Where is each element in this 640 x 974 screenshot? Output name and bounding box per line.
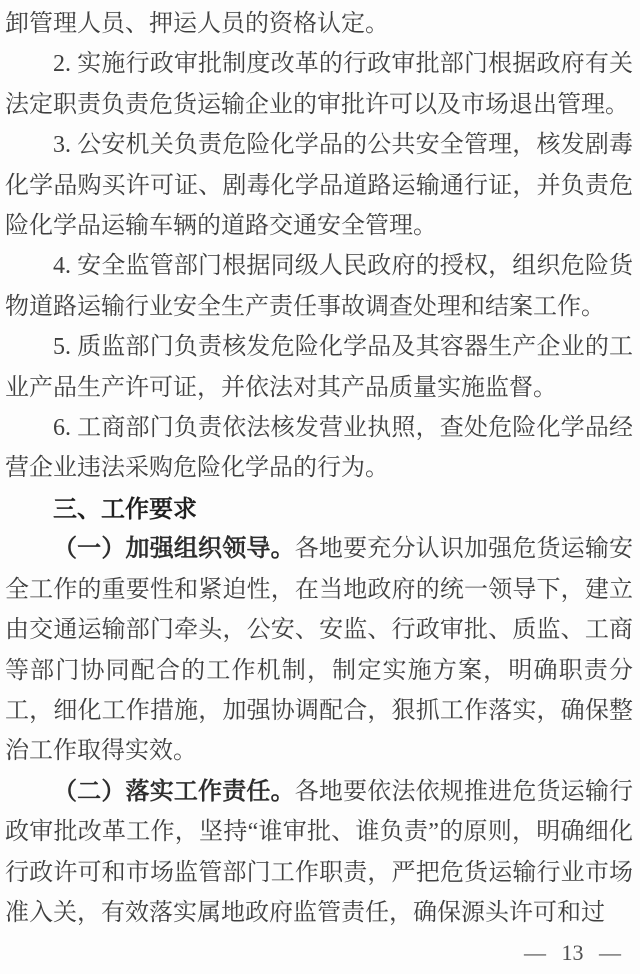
section-heading: 三、工作要求: [53, 494, 197, 523]
paragraph-sub-item-2-lead: （二）落实工作责任。: [53, 778, 295, 805]
paragraph-sub-item-1-lead: （一）加强组织领导。: [53, 536, 295, 563]
paragraph-sub-item-2: [5, 772, 633, 934]
paragraph-sub-item-1: [5, 529, 633, 771]
page-number: — 13 —: [524, 940, 621, 966]
paragraph-sub-item-1-body: 各地要充分认识加强危货运输安全工作的重要性和紧迫性，在当地政府的统一领导下，建立由交通运输部门牵头，公安、安监、行政审批、质监、工商等部门协同配合的工作机制，制定实施方案，明确职责分工，细化工作措施，加强协调配合，狠抓工作落实，确保整治工作取得实效。: [5, 536, 634, 765]
paragraph-item-6: 6. 工商部门负责依法核发营业执照，查处危险化学品经营企业违法采购危险化学品的行为。: [5, 415, 633, 482]
paragraph-item-3: 3. 公安机关负责危险化学品的公共安全管理，核发剧毒化学品购买许可证、剧毒化学品道路运输通行证，并负责危险化学品运输车辆的道路交通安全管理。: [5, 132, 633, 240]
paragraph-continuation: 卸管理人员、押运人员的资格认定。: [5, 11, 389, 37]
paragraph-sub-item-2-body: 各地要依法依规推进危货运输行政审批改革工作，坚持“谁审批、谁负责”的原则，明确细化行政许可和市场监管部门工作职责，严把危货运输行业市场准入关，有效落实属地政府监管责任，确保源头许可和过: [5, 778, 634, 926]
paragraph-item-5: 5. 质监部门负责核发危险化学品及其容器生产企业的工业产品生产许可证，并依法对其产品质量实施监督。: [5, 334, 633, 401]
paragraph-item-2: 2. 实施行政审批制度改革的行政审批部门根据政府有关法定职责负责危货运输企业的审批许可以及市场退出管理。: [5, 51, 633, 118]
paragraph-item-4: 4. 安全监管部门根据同级人民政府的授权，组织危险货物道路运输行业安全生产责任事故调查处理和结案工作。: [5, 253, 633, 320]
